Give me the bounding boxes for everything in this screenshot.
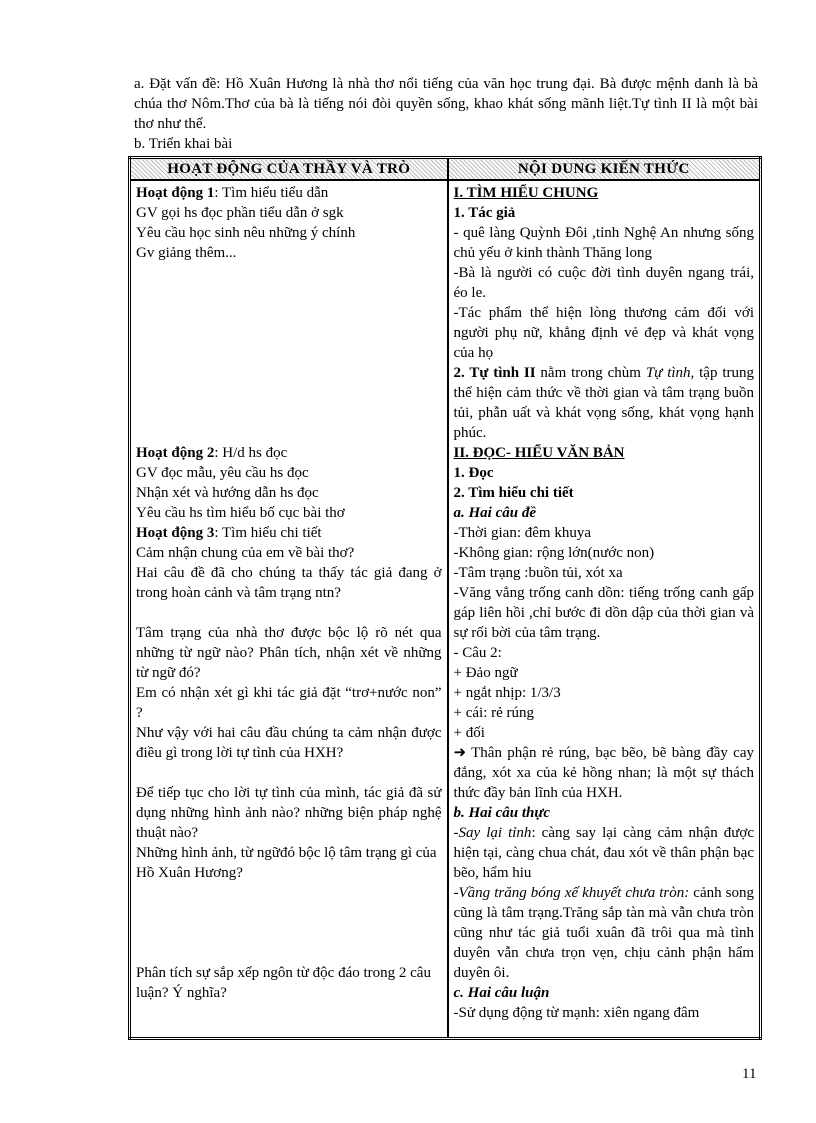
right-line: + cái: rẻ rúng [453, 705, 535, 721]
right-line: -Sử dụng động từ mạnh: xiên ngang đâm [453, 1005, 700, 1021]
right-line: - quê làng Quỳnh Đôi ,tỉnh Nghệ An nhưng sống chủ yếu ở kinh thành Thăng long [453, 225, 754, 261]
arrow-icon: ➜ [453, 745, 467, 761]
right-line: -Thời gian: đêm khuya [453, 525, 591, 541]
right-line: + đối [453, 725, 485, 741]
subsection-author: 1. Tác giả [453, 205, 516, 221]
work-collection: Tự tình, [645, 365, 695, 381]
activities-column [130, 180, 448, 1039]
work-text: nằm trong chùm [535, 365, 646, 381]
intro [134, 74, 758, 154]
activity-3-text: : Tìm hiểu chi tiết [214, 525, 322, 541]
part-c-title: c. Hai câu luận [453, 985, 550, 1001]
activity-1 [136, 183, 442, 203]
subsection-details: 2. Tìm hiểu chi tiết [453, 485, 574, 501]
left-line: GV gọi hs đọc phần tiểu dẫn ở sgk [136, 205, 344, 221]
conclusion-line [454, 743, 755, 803]
activity-3 [136, 523, 442, 543]
activity-2-label: Hoạt động 2 [136, 445, 215, 461]
work-text: tập trung thể hiện cảm thức về thời gian và tâm trạng buồn tủi, phẫn uất và khát vọng sống, khát vọng hạnh phúc. [453, 365, 754, 441]
section-1-title: I. TÌM HIỂU CHUNG [453, 185, 599, 201]
subsection-reading: 1. Đọc [453, 465, 494, 481]
right-line [454, 823, 755, 883]
right-line: + Đảo ngữ [453, 665, 518, 681]
header-content: NỘI DUNG KIẾN THỨC [448, 158, 761, 181]
conclusion-text: Thân phận rẻ rúng, bạc bẽo, bẽ bàng đầy cay đắng, xót xa của kẻ hồng nhan; là một sự thách thức đầy bản lĩnh của HXH. [453, 745, 754, 801]
activity-2-text: : H/d hs đọc [214, 445, 288, 461]
quote-analysis: : càng say lại càng cảm nhận được hiện tại, càng chua chát, đau xót về thân phận bạc bẽo, hẩm hiu [453, 825, 754, 881]
left-line: Như vậy với hai câu đầu chúng ta cảm nhận được điều gì trong lời tự tình của HXH? [136, 725, 442, 761]
right-line: -Không gian: rộng lớn(nước non) [453, 545, 655, 561]
spacer [136, 603, 442, 623]
left-line: GV đọc mẫu, yêu cầu hs đọc [136, 465, 309, 481]
subsection-work [454, 363, 755, 443]
content-column [448, 180, 761, 1039]
left-line: Hai câu đề đã cho chúng ta thấy tác giả đang ở trong hoàn cảnh và tâm trạng ntn? [136, 565, 442, 601]
right-line [454, 883, 755, 983]
left-line: Em có nhận xét gì khi tác giả đặt “trơ+nước non” ? [136, 685, 442, 721]
activity-3-label: Hoạt động 3 [136, 525, 215, 541]
lesson-table [128, 156, 762, 1040]
table-header-row [130, 158, 761, 181]
intro-development: b. Triển khai bài [134, 136, 233, 152]
right-line: -Văng vẳng trống canh dồn: tiếng trống canh gấp gáp liên hồi ,chỉ bước đi dồn dập của thời gian và sự rối bời của tâm trạng. [453, 585, 754, 641]
work-title: 2. Tự tình II [453, 365, 536, 381]
quote: -Vầng trăng bóng xế khuyết chưa tròn: [453, 885, 690, 901]
left-line: Để tiếp tục cho lời tự tình của mình, tác giả đã sử dụng những hình ảnh nào? những biện pháp nghệ thuật nào? [136, 785, 442, 841]
left-line: Gv giảng thêm... [136, 245, 237, 261]
left-line: Yêu cầu học sinh nêu những ý chính [136, 225, 356, 241]
left-line: Tâm trạng của nhà thơ được bộc lộ rõ nét qua những từ ngữ nào? Phân tích, nhận xét về những từ ngữ đó? [136, 625, 442, 681]
activity-1-label: Hoạt động 1 [136, 185, 215, 201]
activity-1-text: : Tìm hiểu tiểu dẫn [214, 185, 329, 201]
left-line: Cảm nhận chung của em về bài thơ? [136, 545, 355, 561]
table-row [130, 180, 761, 1039]
page-number: 11 [742, 1066, 757, 1082]
left-line: Phân tích sự sắp xếp ngôn từ độc đáo trong 2 câu luận? Ý nghĩa? [136, 965, 431, 1001]
right-line: -Bà là người có cuộc đời tình duyên ngang trái, éo le. [453, 265, 754, 301]
left-line: Yêu cầu hs tìm hiểu bố cục bài thơ [136, 505, 345, 521]
part-a-title: a. Hai câu đề [453, 505, 536, 521]
right-line: -Tác phẩm thể hiện lòng thương cảm đối với người phụ nữ, khẳng định vẻ đẹp và khát vọng của họ [453, 305, 754, 361]
spacer [136, 883, 442, 963]
part-b-title: b. Hai câu thực [453, 805, 550, 821]
quote-analysis: cảnh song cũng là tâm trạng.Trăng sắp tàn mà vẫn chưa tròn cũng như tác giả tuổi xuân đã trôi qua mà tình duyên vẫn chưa trọn vẹn, chịu cảnh phận hẩm duyên ôi. [453, 885, 754, 981]
intro-problem: a. Đặt vấn đề: Hồ Xuân Hương là nhà thơ nổi tiếng của văn học trung đại. Bà được mệnh danh là bà chúa thơ Nôm.Thơ của bà là tiếng nói đòi quyền sống, khao khát sống mãnh liệt.Tự tình II là một bài thơ như thế. [134, 76, 758, 132]
spacer [136, 263, 442, 443]
right-line: - Câu 2: [453, 645, 502, 661]
activity-2 [136, 443, 442, 463]
quote: -Say lại tỉnh [453, 825, 532, 841]
section-2-title: II. ĐỌC- HIỂU VĂN BẢN [453, 445, 625, 461]
left-line: Nhận xét và hướng dẫn hs đọc [136, 485, 319, 501]
header-activities: HOẠT ĐỘNG CỦA THẦY VÀ TRÒ [130, 158, 448, 181]
spacer [136, 763, 442, 783]
right-line: + ngắt nhịp: 1/3/3 [453, 685, 561, 701]
left-line: Những hình ảnh, từ ngữđó bộc lộ tâm trạng gì của Hồ Xuân Hương? [136, 845, 437, 881]
right-line: -Tâm trạng :buồn tủi, xót xa [453, 565, 623, 581]
